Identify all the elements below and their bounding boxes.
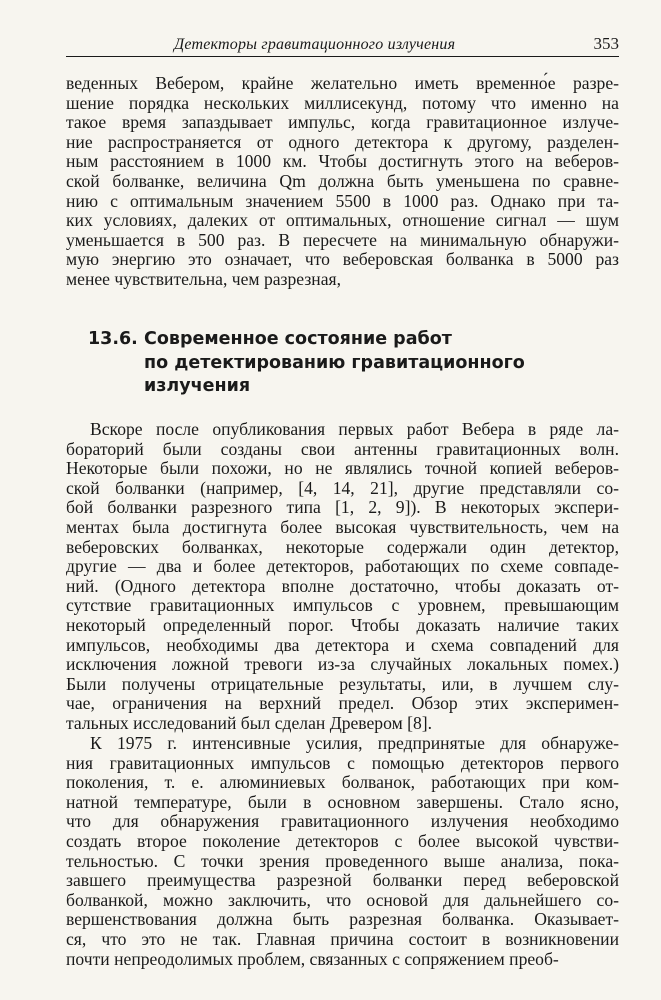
text-line: мую энергию это означает, что веберовская болванка в 5000 раз — [66, 249, 619, 270]
text-line: ких условиях, далеких от оптимальных, отношение сигнал — шум — [66, 210, 619, 231]
text-line: Вскоре после опубликования первых работ Вебера в ряде ла- — [90, 419, 619, 439]
text-line: импульсов, необходимы два детектора и схема совпадений для — [66, 634, 619, 655]
text-line: ния гравитационных импульсов с помощью детекторов первого — [66, 752, 619, 773]
text-line: Были получены отрицательные результаты, или, в лучшем слу- — [66, 673, 619, 694]
text-line: сутствие гравитационных импульсов с уровнем, превышающим — [66, 595, 619, 616]
paragraph-continuation — [66, 74, 619, 290]
text-line: уменьшается в 500 раз. В пересчете на минимальную обнаружи- — [66, 229, 619, 250]
text-line: исключения ложной тревоги из-за случайных локальных помех.) — [66, 654, 619, 675]
paragraph-1975 — [66, 734, 619, 969]
text-line: такое время запаздывает импульс, когда гравитационное излуче- — [66, 112, 619, 133]
text-line: создать второе поколение детекторов с более высокой чувстви- — [66, 830, 619, 851]
text-line: ся, что это не так. Главная причина состоит в возникновении — [66, 928, 619, 949]
page-number: 353 — [593, 34, 619, 53]
text-line: Некоторые были похожи, но не являлись точной копией веберов- — [66, 458, 619, 479]
text-line: ние распространяется от одного детектора к другому, разделен- — [66, 131, 619, 152]
section-title-line: Современное состояние работ — [144, 329, 452, 349]
text-line: тельностью. С точки зрения проведенного выше анализа, пока- — [66, 850, 619, 871]
section-title-line: по детектированию гравитационного — [144, 352, 525, 373]
text-line: ской болванке, величина Qm должна быть уменьшена по сравне- — [66, 170, 619, 191]
section-number: 13.6. — [88, 329, 138, 349]
running-head-title: Детекторы гравитационного излучения — [174, 36, 456, 53]
text-line: ным расстоянием в 1000 км. Чтобы достигнуть этого на веберов- — [66, 151, 619, 172]
section-title — [144, 328, 525, 399]
text-line: шение порядка нескольких миллисекунд, потому что именно на — [66, 92, 619, 113]
text-line: натной температуре, были в основном завершены. Стало ясно, — [66, 791, 619, 812]
text-line: ний. (Одного детектора вполне достаточно, чтобы доказать от- — [66, 575, 619, 596]
text-line: бой болванки разрезного типа [1, 2, 9]). В некоторых экспери- — [66, 497, 619, 518]
text-line: чае, ограничения на верхний предел. Обзор этих эксперимен- — [66, 693, 619, 714]
running-header — [66, 34, 619, 57]
text-line: тальных исследований был сделан Древером [8]. — [66, 712, 433, 733]
text-line: ментах была достигнута более высокая чувствительность, чем на — [66, 516, 619, 537]
text-line: веберовских болванках, некоторые содержали один детектор, — [66, 536, 619, 557]
text-line: другие — два и более детекторов, работающих по схеме совпаде- — [66, 556, 619, 577]
text-line: почти непреодолимых проблем, связанных с сопряжением преоб- — [66, 948, 559, 969]
paragraph-overview — [66, 420, 619, 734]
text-line: нию с оптимальным значением 5500 в 1000 раз. Однако при та- — [66, 190, 619, 211]
text-line: К 1975 г. интенсивные усилия, предпринятые для обнаруже- — [90, 733, 619, 753]
text-line: веденных Вебером, крайне желательно иметь временно́е разре- — [66, 73, 619, 93]
text-line: что для обнаружения гравитационного излучения необходимо — [66, 811, 619, 832]
text-line: ской болванки (например, [4, 14, 21], другие представляли со- — [66, 477, 619, 498]
text-line: некоторый определенный порог. Чтобы доказать наличие таких — [66, 614, 619, 635]
text-line: болванкой, можно заключить, что основой для дальнейшего со- — [66, 889, 619, 910]
section-title-line: излучения — [144, 376, 251, 396]
text-line: менее чувствительна, чем разрезная, — [66, 268, 341, 289]
text-line: бораторий были созданы свои антенны гравитационных волн. — [66, 438, 619, 459]
text-line: поколения, т. е. алюминиевых болванок, работающих при ком- — [66, 772, 619, 793]
text-line: вершенствования должна быть разрезная болванка. Оказывает- — [66, 909, 619, 930]
text-line: завшего преимущества разрезной болванки перед веберовской — [66, 870, 619, 891]
